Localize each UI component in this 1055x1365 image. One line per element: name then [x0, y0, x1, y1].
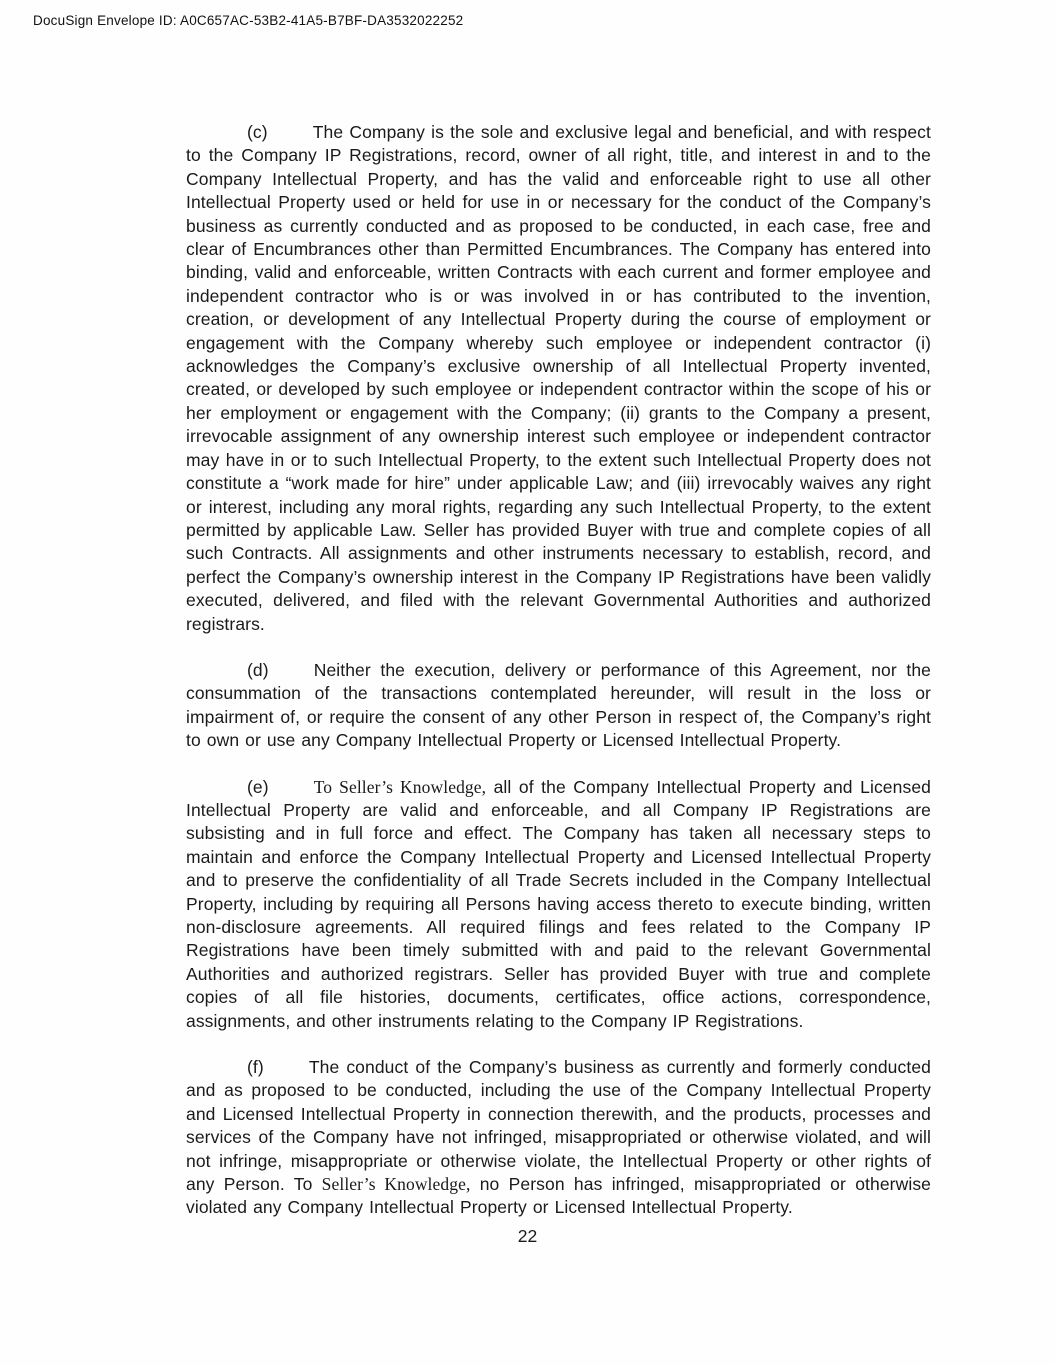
paragraph-d-label: (d) [247, 659, 269, 680]
paragraph-d-text: Neither the execution, delivery or performance of this Agreement, nor the consummation of the transactions contemplated hereunder, will result in the loss or impairment of, or require the consent of any other Person in respect of, the Company’s right to own or use any Company Intellectual Property or Licensed Intellectual Property. [186, 659, 931, 751]
paragraph-f-serif-mid: Seller’s Knowledge, [321, 1174, 471, 1195]
paragraph-f [186, 1056, 931, 1220]
paragraph-e-text: all of the Company Intellectual Property and Licensed Intellectual Property are valid and enforceable, and all Company IP Registrations are subsisting and in full force and effect. The Company has taken all necessary steps to maintain and enforce the Company Intellectual Property and Licensed Intellectual Property and to preserve the confidentiality of all Trade Secrets included in the Company Intellectual Property, including by requiring all Persons having access thereto to execute binding, written non-disclosure agreements. All required filings and fees related to the Company IP Registrations have been timely submitted with and paid to the relevant Governmental Authorities and authorized registrars. Seller has provided Buyer with true and complete copies of all file histories, documents, certificates, office actions, correspondence, assignments, and other instruments relating to the Company IP Registrations. [186, 776, 931, 1031]
paragraph-c-text: The Company is the sole and exclusive legal and beneficial, and with respect to the Company IP Registrations, record, owner of all right, title, and interest in and to the Company Intellectual Property, and has the valid and enforceable right to use all other Intellectual Property used or held for use in or necessary for the conduct of the Company’s business as currently conducted and as proposed to be conducted, in each case, free and clear of Encumbrances other than Permitted Encumbrances. The Company has entered into binding, valid and enforceable, written Contracts with each current and former employee and independent contractor who is or was involved in or has contributed to the invention, creation, or development of any Intellectual Property during the course of employment or engagement with the Company whereby such employee or independent contractor (i) acknowledges the Company’s exclusive ownership of all Intellectual Property invented, created, or developed by such employee or independent contractor within the scope of his or her employment or engagement with the Company; (ii) grants to the Company a present, irrevocable assignment of any ownership interest such employee or independent contractor may have in or to such Intellectual Property, to the extent such Intellectual Property does not constitute a “work made for hire” under applicable Law; and (iii) irrevocably waives any right or interest, including any moral rights, regarding any such Intellectual Property, to the extent permitted by applicable Law. Seller has provided Buyer with true and complete copies of all such Contracts. All assignments and other instruments necessary to establish, record, and perfect the Company’s ownership interest in the Company IP Registrations have been validly executed, delivered, and filed with the relevant Governmental Authorities and authorized registrars. [186, 122, 931, 634]
page-number: 22 [517, 1226, 538, 1246]
paragraph-f-text-end: no Person has infringed, misappropriated or otherwise violated any Company Intellectual Property or Licensed Intellectual Property. [186, 1174, 931, 1218]
docusign-envelope-id: DocuSign Envelope ID: A0C657AC-53B2-41A5-B7BF-DA3532022252 [33, 13, 464, 28]
paragraph-e-label: (e) [247, 776, 269, 797]
paragraph-f-label: (f) [247, 1057, 264, 1078]
paragraph-c [186, 121, 931, 636]
paragraph-e-serif-lead: To Seller’s Knowledge, [313, 776, 487, 797]
document-body [186, 121, 931, 1243]
paragraph-e [186, 776, 931, 1033]
paragraph-f-text-start: The conduct of the Company’s business as currently and formerly conducted and as proposed to be conducted, including the use of the Company Intellectual Property and Licensed Intellectual Property in connection therewith, and the products, processes and services of the Company have not infringed, misappropriated or otherwise violated, and will not infringe, misappropriate or otherwise violate, the Intellectual Property or other rights of any Person. To [186, 1057, 931, 1195]
paragraph-d [186, 659, 931, 753]
paragraph-c-label: (c) [247, 122, 268, 142]
